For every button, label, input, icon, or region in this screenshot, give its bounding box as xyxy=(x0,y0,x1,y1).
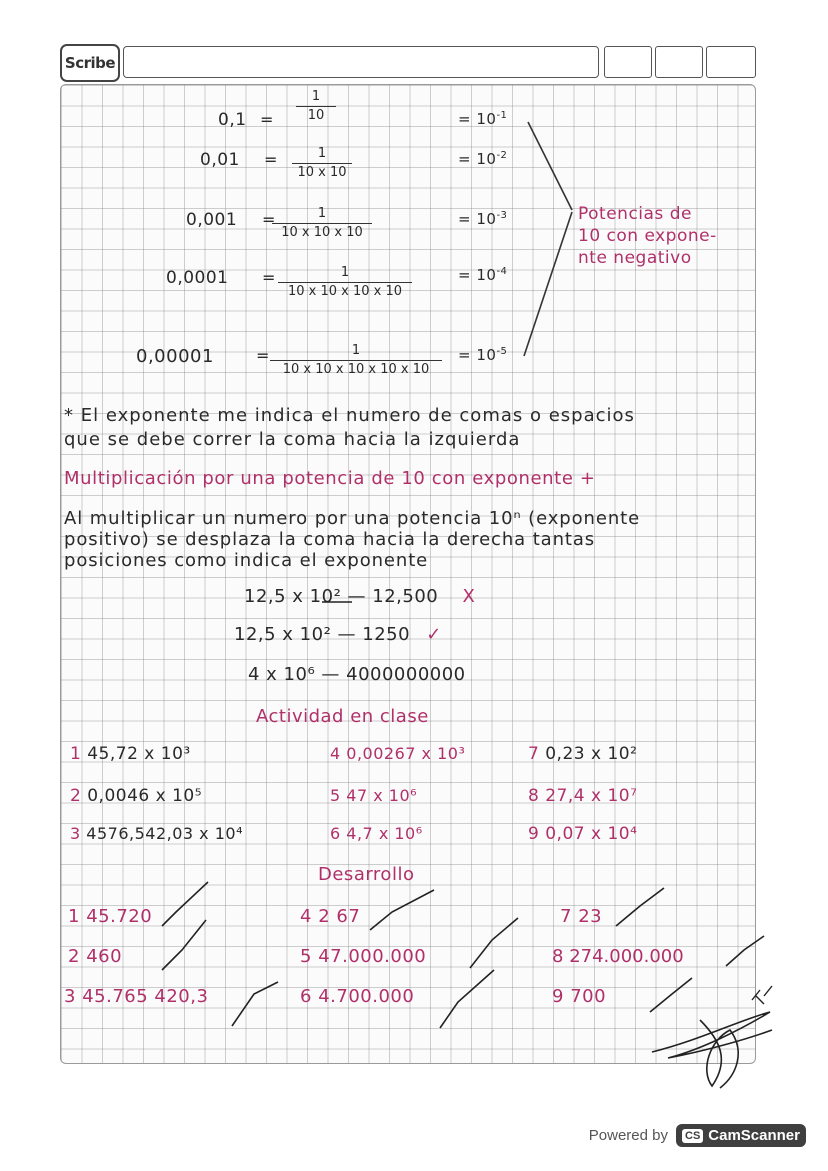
exercise-1: 1 45,72 x 10³ xyxy=(70,744,191,764)
exercise-5: 5 47 x 10⁶ xyxy=(330,786,418,805)
power-3: = $10^{-3}$ xyxy=(458,210,508,228)
paragraph-line-2: positivo) se desplaza la coma hacia la derecha tantas xyxy=(64,529,596,550)
answer-9: 9 700 xyxy=(552,986,607,1007)
exercise-7: 7 0,23 x 10² xyxy=(528,744,638,764)
exercise-9: 9 0,07 x 10⁴ xyxy=(528,824,638,844)
equals-2a: = xyxy=(264,150,278,169)
exercise-8: 8 27,4 x 10⁷ xyxy=(528,786,638,806)
camscanner-footer xyxy=(589,1124,806,1147)
exercise-4: 4 0,00267 x 10³ xyxy=(330,744,466,763)
answer-7: 7 23 xyxy=(560,906,603,927)
power-5: = $10^{-5}$ xyxy=(458,346,508,364)
decimal-1: 0,1 xyxy=(218,110,247,130)
development-title: Desarrollo xyxy=(318,864,415,885)
header-box-1 xyxy=(604,46,652,78)
example-2: 12,5 x 10² — 1250 ✓ xyxy=(234,624,442,645)
exercise-6: 6 4,7 x 10⁶ xyxy=(330,824,423,843)
answer-1: 1 45.720 xyxy=(68,906,153,927)
equals-4a: = xyxy=(262,268,276,287)
header-box-2 xyxy=(655,46,703,78)
decimal-2: 0,01 xyxy=(200,150,240,170)
exercise-3: 3 4576,542,03 x 10⁴ xyxy=(70,824,243,843)
note-line-2: que se debe correr la coma hacia la izquierda xyxy=(64,429,521,450)
side-note-line-1: Potencias de xyxy=(578,204,692,224)
decimal-4: 0,0001 xyxy=(166,268,229,288)
power-2: = $10^{-2}$ xyxy=(458,150,508,168)
equals-1a: = xyxy=(260,110,274,129)
note-line-1: * El exponente me indica el numero de comas o espacios xyxy=(64,405,635,426)
powered-by-label: Powered by xyxy=(588,1127,668,1144)
camscanner-badge xyxy=(676,1124,806,1147)
power-1: = $10^{-1}$ xyxy=(458,110,508,128)
decimal-5: 0,00001 xyxy=(136,346,214,367)
exercise-2: 2 0,0046 x 10⁵ xyxy=(70,786,203,806)
activity-title: Actividad en clase xyxy=(256,706,429,727)
fraction-4: $\frac{1}{10 x 10 x 10 x 10}$ xyxy=(278,266,412,300)
fraction-5: $\frac{1}{10 x 10 x 10 x 10 x 10}$ xyxy=(270,344,442,378)
answer-8: 8 274.000.000 xyxy=(552,946,684,967)
example-1: 12,5 x 10² — 12,500 X xyxy=(244,586,476,607)
scribe-logo: Scribe xyxy=(60,44,120,82)
decimal-3: 0,001 xyxy=(186,210,238,230)
fraction-1: $\frac{1}{10}$ xyxy=(296,90,336,124)
camscanner-label: CamScanner xyxy=(708,1127,800,1144)
power-4: = $10^{-4}$ xyxy=(458,266,508,284)
header-box-3 xyxy=(706,46,756,78)
example-3: 4 x 10⁶ — 4000000000 xyxy=(248,664,466,685)
header-field xyxy=(123,46,599,78)
paragraph-line-1: Al multiplicar un numero por una potencia 10ⁿ (exponente xyxy=(64,508,641,529)
side-note-line-3: nte negativo xyxy=(578,248,692,268)
answer-3: 3 45.765 420,3 xyxy=(64,986,209,1007)
equals-5a: = xyxy=(256,346,270,365)
answer-4: 4 2 67 xyxy=(300,906,361,927)
section-heading: Multiplicación por una potencia de 10 con exponente + xyxy=(64,468,596,489)
equals-3a: = xyxy=(262,210,276,229)
fraction-3: $\frac{1}{10 x 10 x 10}$ xyxy=(272,207,372,241)
answer-2: 2 460 xyxy=(68,946,123,967)
camscanner-icon: CS xyxy=(682,1129,703,1143)
fraction-2: $\frac{1}{10 x 10}$ xyxy=(292,147,352,181)
paragraph-line-3: posiciones como indica el exponente xyxy=(64,550,429,571)
side-note-line-2: 10 con expone- xyxy=(578,226,717,246)
answer-6: 6 4.700.000 xyxy=(300,986,415,1007)
answer-5: 5 47.000.000 xyxy=(300,946,427,967)
